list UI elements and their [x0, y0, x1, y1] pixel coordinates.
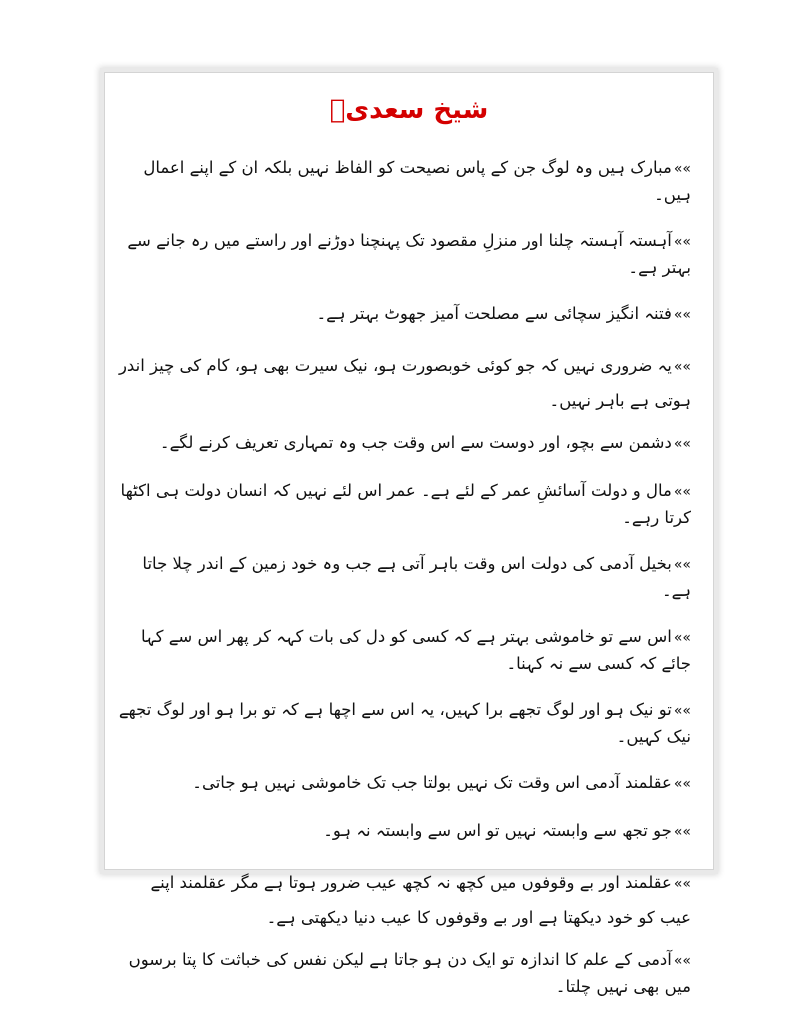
saying-text: فتنہ انگیز سچائی سے مصلحت آمیز جھوٹ بہتر ہے۔ [316, 304, 672, 323]
list-item [115, 349, 691, 430]
list-item [115, 155, 691, 228]
bullet-icon: »» [673, 776, 691, 792]
list-item [115, 478, 691, 551]
bullet-icon: »» [673, 234, 691, 250]
bullet-icon: »» [673, 436, 691, 452]
saying-text: اس سے تو خاموشی بہتر ہے کہ کسی کو دل کی بات کہہ کر پھر اس سے کہا جائے کہ کسی سے نہ کہنا۔ [140, 627, 691, 673]
list-item [115, 770, 691, 818]
content-frame [104, 72, 714, 996]
saying-text: جو تجھ سے وابستہ نہیں تو اس سے وابستہ نہ ہو۔ [323, 821, 672, 840]
list-item [115, 624, 691, 697]
bullet-icon: »» [673, 703, 691, 719]
list-item [115, 430, 691, 478]
bullet-icon: »» [673, 307, 691, 323]
saying-text: آدمی کے علم کا اندازہ تو ایک دن ہو جاتا ہے لیکن نفس کی خباثت کا پتا برسوں میں بھی نہیں چلتا۔ [128, 950, 691, 996]
bullet-icon: »» [673, 824, 691, 840]
list-item [115, 551, 691, 624]
saying-text: یہ ضروری نہیں کہ جو کوئی خوبصورت ہو، نیک سیرت بھی ہو، کام کی چیز اندر ہوتی ہے باہر نہیں۔ [118, 356, 691, 410]
list-item [115, 947, 691, 1020]
bullet-icon: »» [673, 876, 691, 892]
sayings-list [105, 155, 713, 996]
list-item [115, 228, 691, 301]
list-item [115, 866, 691, 947]
saying-text: دشمن سے بچو، اور دوست سے اس وقت جب وہ تمہاری تعریف کرنے لگے۔ [159, 433, 672, 452]
page-title: شیخ سعدیؒ [329, 95, 489, 125]
list-item [115, 301, 691, 349]
bullet-icon: »» [673, 161, 691, 177]
list-item [115, 697, 691, 770]
bullet-icon: »» [673, 630, 691, 646]
list-item [115, 818, 691, 866]
saying-text: آہستہ آہستہ چلنا اور منزلِ مقصود تک پہنچنا دوڑنے اور راستے میں رہ جانے سے بہتر ہے۔ [127, 231, 691, 277]
saying-text: مبارک ہیں وہ لوگ جن کے پاس نصیحت کو الفاظ نہیں بلکہ ان کے اپنے اعمال ہیں۔ [143, 158, 691, 204]
saying-text: تو نیک ہو اور لوگ تجھے برا کہیں، یہ اس سے اچھا ہے کہ تو برا ہو اور لوگ تجھے نیک کہیں۔ [118, 700, 691, 746]
saying-text: عقلمند اور بے وقوفوں میں کچھ نہ کچھ عیب ضرور ہوتا ہے مگر عقلمند اپنے عیب کو خود دیکھتا ہے اور بے وقوفوں کا عیب دنیا دیکھتی ہے۔ [150, 873, 691, 927]
bullet-icon: »» [673, 359, 691, 375]
saying-text: عقلمند آدمی اس وقت تک نہیں بولتا جب تک خاموشی نہیں ہو جاتی۔ [192, 773, 672, 792]
bullet-icon: »» [673, 557, 691, 573]
saying-text: بخیل آدمی کی دولت اس وقت باہر آتی ہے جب وہ خود زمین کے اندر چلا جاتا ہے۔ [142, 554, 691, 600]
bullet-icon: »» [673, 953, 691, 969]
saying-text: مال و دولت آسائشِ عمر کے لئے ہے۔ عمر اس لئے نہیں کہ انسان دولت ہی اکٹھا کرتا رہے۔ [120, 481, 691, 527]
bullet-icon: »» [673, 484, 691, 500]
